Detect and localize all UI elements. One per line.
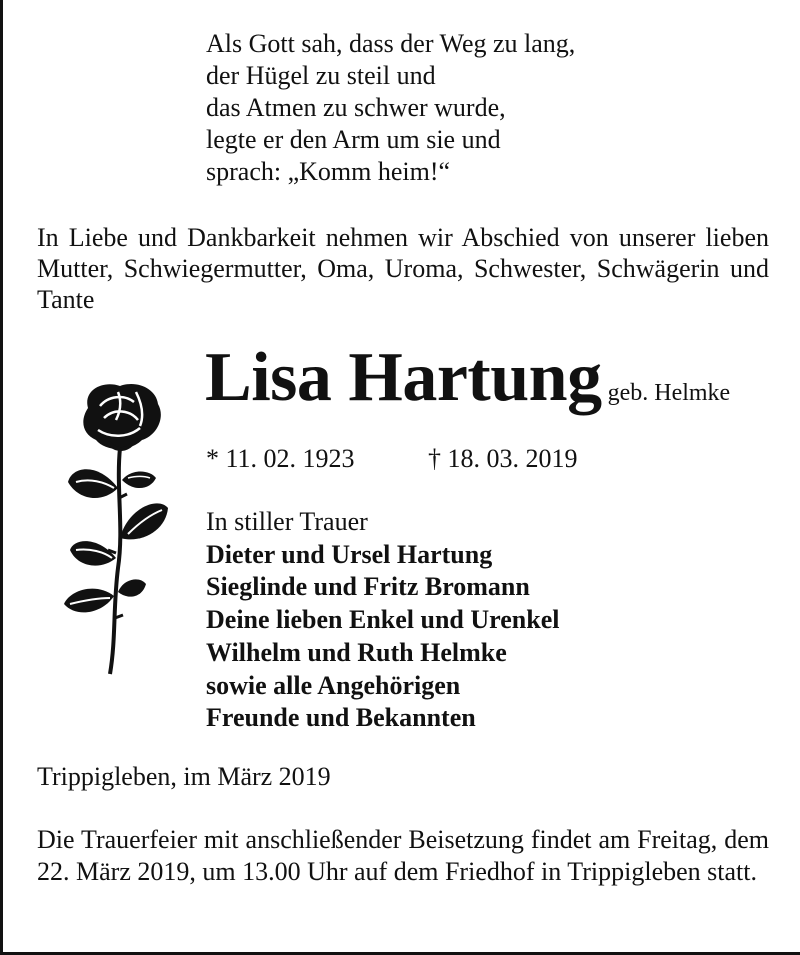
rose-icon — [58, 378, 173, 678]
poem-line: Als Gott sah, dass der Weg zu lang, — [206, 29, 576, 58]
maiden-name: geb. Helmke — [607, 380, 731, 406]
mourner-line: Deine lieben Enkel und Urenkel — [206, 605, 560, 635]
mourners-list — [206, 506, 559, 735]
mourner-line: Freunde und Bekannten — [206, 703, 476, 733]
mourners-lead: In stiller Trauer — [206, 507, 368, 536]
service-info: Die Trauerfeier mit anschließender Beisetzung findet am Freitag, dem 22. März 2019, um 13.00 Uhr auf dem Friedhof in Trippigleben statt. — [37, 825, 769, 886]
poem-line: das Atmen zu schwer wurde, — [206, 93, 506, 122]
birth-date: * 11. 02. 1923 — [206, 444, 355, 473]
mourner-line: Sieglinde und Fritz Bromann — [206, 572, 530, 602]
mourner-line: sowie alle Angehörigen — [206, 670, 461, 700]
mourner-line: Wilhelm und Ruth Helmke — [206, 637, 507, 667]
poem — [206, 28, 575, 188]
place-date: Trippigleben, im März 2019 — [37, 762, 331, 791]
mourner-line: Dieter und Ursel Hartung — [206, 539, 493, 569]
poem-line: legte er den Arm um sie und — [206, 125, 501, 154]
deceased-name-row — [205, 338, 730, 418]
life-dates — [206, 443, 578, 475]
poem-line: der Hügel zu steil und — [206, 61, 436, 90]
poem-line: sprach: „Komm heim!“ — [206, 157, 451, 186]
intro-text: In Liebe und Dankbarkeit nehmen wir Abschied von unserer lieben Mutter, Schwiegermutter, Oma, Uroma, Schwester, Schwägerin und Tante — [37, 223, 769, 314]
death-date: † 18. 03. 2019 — [428, 444, 578, 473]
deceased-name: Lisa Hartung — [205, 339, 602, 416]
